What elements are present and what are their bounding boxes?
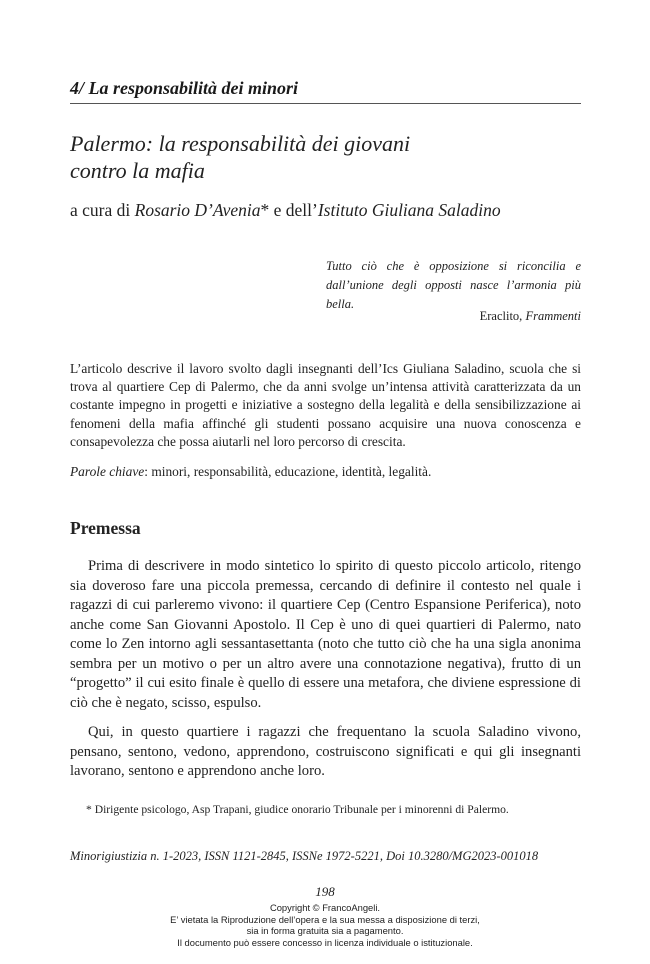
article-title-line-1: Palermo: la responsabilità dei giovani: [70, 131, 411, 156]
copyright-line-4: Il documento può essere concesso in licenza individuale o istituzionale.: [177, 936, 473, 948]
epigraph-quote: Tutto ciò che è opposizione si riconcilia e dall’unione degli opposti nasce l’armonia più bella.: [326, 259, 581, 311]
copyright-line-1: Copyright © FrancoAngeli.: [269, 902, 381, 913]
journal-reference: Minorigiustizia n. 1-2023, ISSN 1121-2845, ISSNe 1972-5221, Doi 10.3280/MG2023-001018: [70, 849, 539, 863]
copyright-line-3: sia in forma gratuita sia a pagamento.: [246, 925, 404, 937]
body-paragraph-2: Qui, in questo quartiere i ragazzi che frequentano la scuola Saladino vivono, pensano, sentono, vedono, apprendono, costruiscono significati e qui gli insegnanti lavorano, sentono e apprendono anche loro.: [70, 724, 581, 780]
copyright-line-2: E’ vietata la Riproduzione dell’opera e la sua messa a disposizione di terzi,: [170, 913, 480, 925]
keywords: [70, 464, 581, 480]
byline-prefix: a cura di: [70, 200, 135, 220]
article-title-line-2: contro la mafia: [70, 158, 205, 183]
keywords-label: Parole chiave: [70, 464, 145, 479]
body-paragraph-1: Prima di descrivere in modo sintetico lo spirito di questo piccolo articolo, ritengo sia doveroso fare una piccola premessa, cercando di definire il contesto nel quale i ragazzi di cui parleremo vivono: il quartiere Cep (Centro Espansione Periferica), noto anche come San Giovanni Apostolo. Il Cep è uno di quei quartieri di Palermo, nato come lo Zen intorno agli sessantasettanta (noto che tutto ciò che ha una sigla anonima sembra per un motivo o per un altro avere una connotazione negativa), frutto di un “progetto” il cui esito finale è quello di essere una metafora, che diviene espressione di ciò che è negato, scisso, espulso.: [70, 558, 581, 711]
abstract: L’articolo descrive il lavoro svolto dagli insegnanti dell’Ics Giuliana Saladino, scuola che si trova al quartiere Cep di Palermo, che da anni svolge un’intensa attività caratterizzata da un costante impegno in progetti e iniziative a sostegno della legalità e della sensibilizzazione ai fenomeni della mafia affinché gli studenti possano acquisire una nuova conoscenza e consapevolezza che possa aiutarli nel loro percorso di crescita.: [70, 361, 581, 449]
byline: [70, 200, 590, 221]
epigraph-attribution: [326, 309, 581, 324]
section-heading: 4/ La responsabilità dei minori: [70, 78, 581, 104]
epigraph-author: Eraclito,: [479, 309, 526, 323]
keywords-list: : minori, responsabilità, educazione, identità, legalità.: [144, 464, 432, 479]
copyright-notice: [0, 902, 650, 948]
page-number: 198: [315, 884, 335, 899]
article-title: [70, 130, 590, 184]
byline-author-mark: * e dell’: [260, 200, 318, 220]
footnote: * Dirigente psicologo, Asp Trapani, giudice onorario Tribunale per i minorenni di Palermo.: [86, 803, 509, 816]
epigraph-work: Frammenti: [525, 309, 581, 323]
section-title-premessa: Premessa: [70, 518, 141, 538]
byline-institution: Istituto Giuliana Saladino: [317, 200, 501, 220]
byline-author: Rosario D’Avenia: [134, 200, 261, 220]
